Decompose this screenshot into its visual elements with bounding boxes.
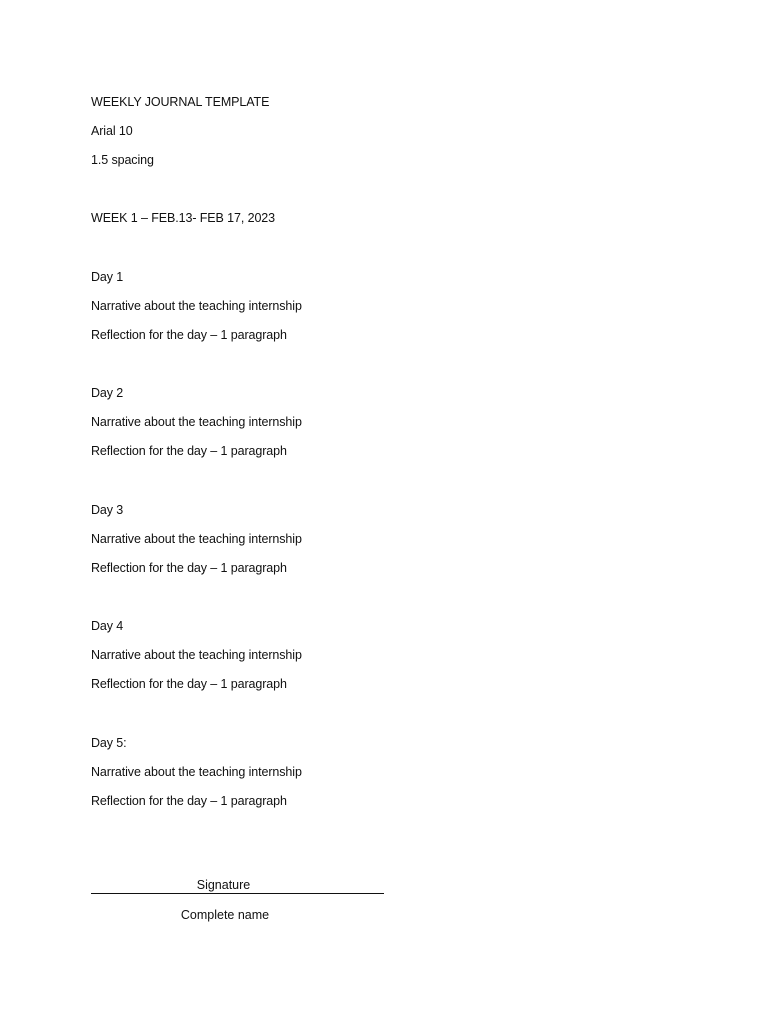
day-4-label: Day 4 bbox=[91, 619, 124, 633]
day-3-narrative: Narrative about the teaching internship bbox=[91, 532, 302, 546]
font-note: Arial 10 bbox=[91, 124, 133, 138]
day-5-label: Day 5: bbox=[91, 736, 127, 750]
day-2-narrative: Narrative about the teaching internship bbox=[91, 415, 302, 429]
day-5-reflection: Reflection for the day – 1 paragraph bbox=[91, 794, 287, 808]
day-3-label: Day 3 bbox=[91, 503, 124, 517]
day-3-reflection: Reflection for the day – 1 paragraph bbox=[91, 561, 287, 575]
day-4-reflection: Reflection for the day – 1 paragraph bbox=[91, 677, 287, 691]
day-1-label: Day 1 bbox=[91, 270, 124, 284]
spacing-note: 1.5 spacing bbox=[91, 153, 154, 167]
signature-line bbox=[91, 893, 384, 894]
signature-label: Signature bbox=[196, 878, 251, 892]
week-heading: WEEK 1 – FEB.13- FEB 17, 2023 bbox=[91, 211, 275, 225]
complete-name-label: Complete name bbox=[180, 908, 270, 922]
day-1-reflection: Reflection for the day – 1 paragraph bbox=[91, 328, 287, 342]
day-5-narrative: Narrative about the teaching internship bbox=[91, 765, 302, 779]
day-4-narrative: Narrative about the teaching internship bbox=[91, 648, 302, 662]
day-2-label: Day 2 bbox=[91, 386, 124, 400]
document-title: WEEKLY JOURNAL TEMPLATE bbox=[91, 95, 270, 109]
day-1-narrative: Narrative about the teaching internship bbox=[91, 299, 302, 313]
day-2-reflection: Reflection for the day – 1 paragraph bbox=[91, 444, 287, 458]
signature-block bbox=[91, 878, 384, 894]
